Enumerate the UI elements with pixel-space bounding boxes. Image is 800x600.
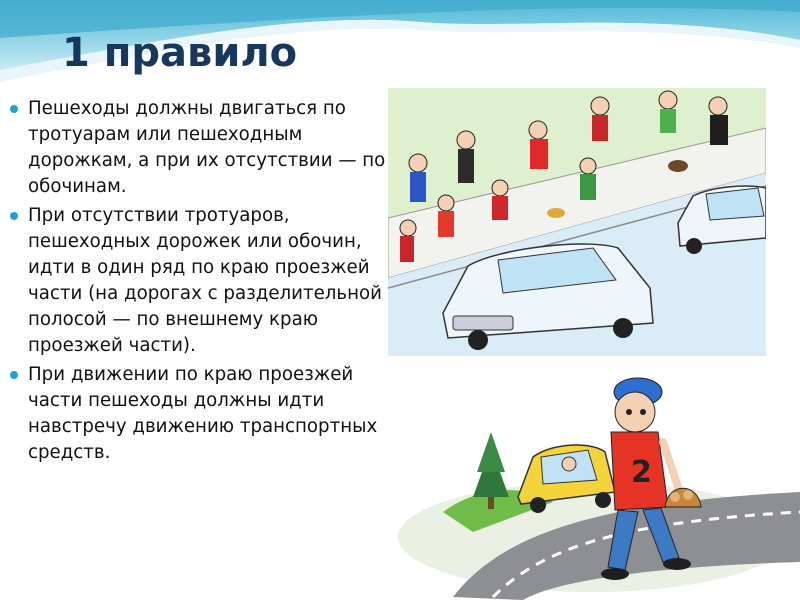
boy-walking-roadside-illustration bbox=[383, 362, 800, 600]
bullet-text: При отсутствии тротуаров, пешеходных дорожек или обочин, идти в один ряд по краю проезжей части (на дорогах с разделительной полосой — по внешнему краю проезжей части). bbox=[28, 205, 382, 356]
slide-title: 1 правило bbox=[62, 30, 298, 76]
bullet-text: При движении по краю проезжей части пешеходы должны идти навстречу движению транспортных средств. bbox=[28, 364, 378, 463]
bullet-item bbox=[8, 203, 388, 359]
bullet-text: Пешеходы должны двигаться по тротуарам или пешеходным дорожкам, а при их отсутствии — по обочинам. bbox=[28, 98, 386, 197]
jersey-number: 2 bbox=[631, 455, 652, 490]
bullet-item bbox=[8, 362, 388, 466]
bullet-item bbox=[8, 96, 388, 200]
bullet-dot-icon bbox=[10, 212, 18, 220]
street-crowd-illustration bbox=[388, 88, 766, 356]
bullet-dot-icon bbox=[10, 371, 18, 379]
bullet-dot-icon bbox=[10, 105, 18, 113]
bullet-list bbox=[8, 96, 388, 469]
